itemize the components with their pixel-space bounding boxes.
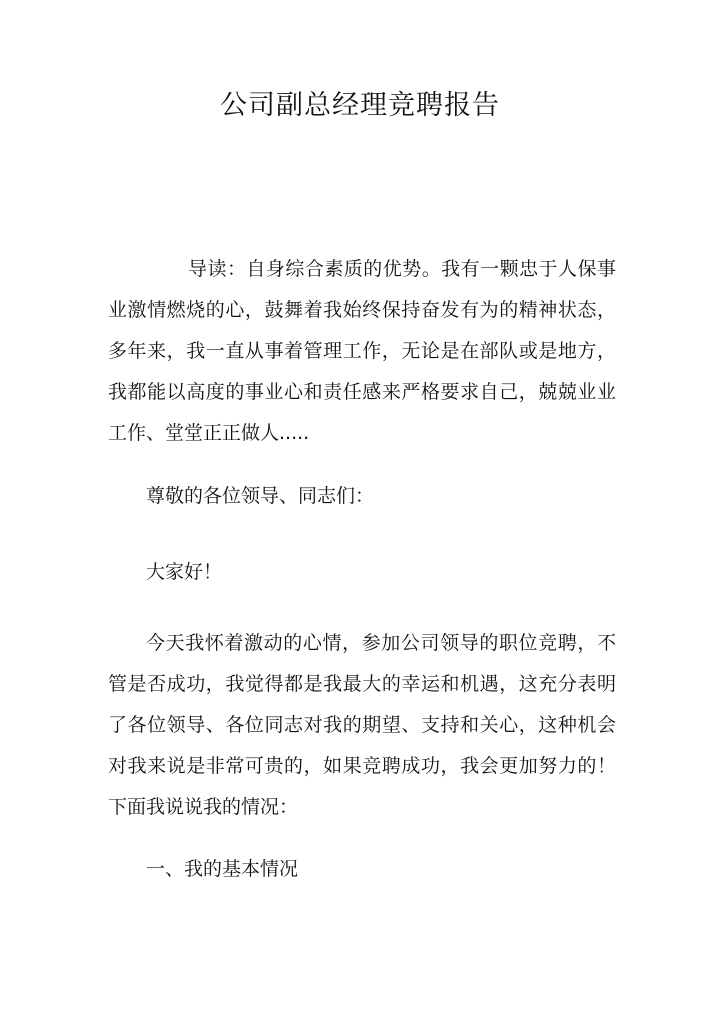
body-paragraph: 今天我怀着激动的心情，参加公司领导的职位竞聘，不管是否成功，我觉得都是我最大的幸运和机遇，这充分表明了各位领导、各位同志对我的期望、支持和关心，这种机会对我来说是非常可贵的，如果竞聘成功，我会更加努力的！下面我说说我的情况： xyxy=(108,632,616,818)
section-heading: 一、我的基本情况 xyxy=(146,858,299,880)
intro-paragraph: 导读：自身综合素质的优势。我有一颗忠于人保事业激情燃烧的心，鼓舞着我始终保持奋发有为的精神状态，多年来，我一直从事着管理工作，无论是在部队或是地方，我都能以高度的事业心和责任感来严格要求自己，兢兢业业工作、堂堂正正做人..... xyxy=(108,258,616,444)
document-title: 公司副总经理竞聘报告 xyxy=(220,90,500,121)
salutation: 尊敬的各位领导、同志们： xyxy=(146,485,375,507)
greeting: 大家好！ xyxy=(146,561,223,583)
